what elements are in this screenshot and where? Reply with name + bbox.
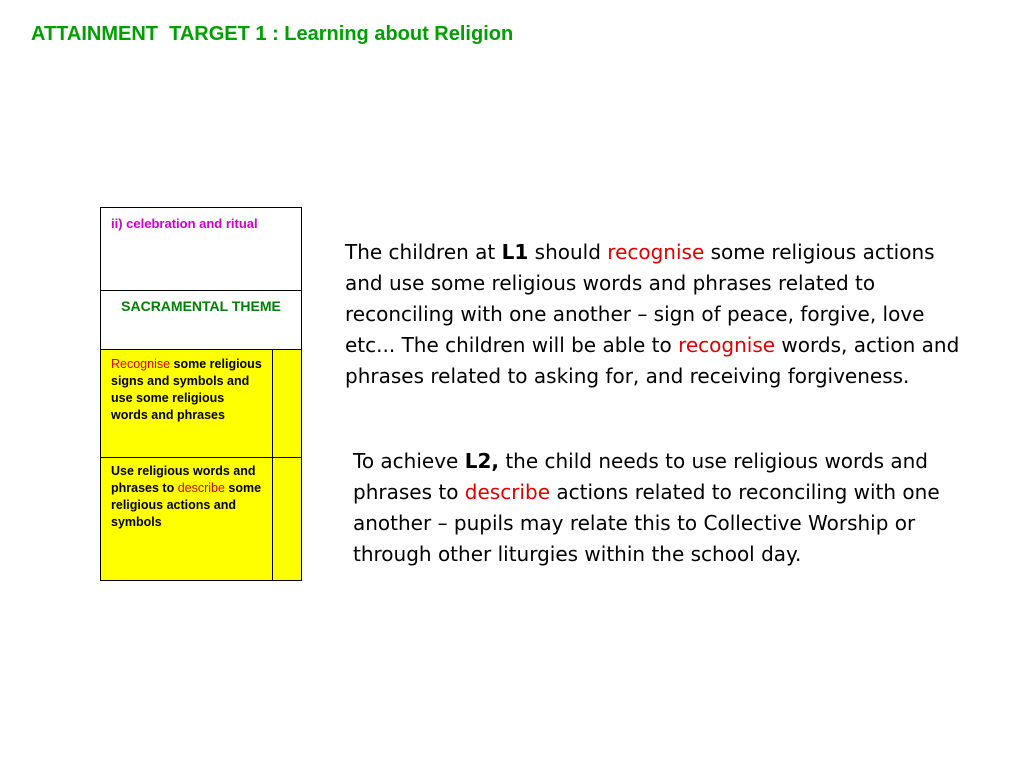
level1-cell — [101, 350, 273, 458]
table-row — [101, 208, 302, 291]
level2-side-cell — [273, 458, 302, 581]
para1-text: some religious actions and use some religious words and phrases related to reconciling with one another – sign of peace, forgive, love etc... The children will be able to — [345, 240, 935, 357]
para2-text: the child needs to use religious words and phrases to — [353, 449, 929, 504]
recognise-highlight: recognise — [678, 333, 776, 357]
level2-text-before: Use religious words and phrases to — [111, 464, 256, 495]
para1-text: should — [528, 240, 608, 264]
level2-paragraph — [353, 446, 973, 570]
level1-text: some religious signs and symbols and use some religious words and phrases — [111, 357, 262, 422]
table-row — [101, 291, 302, 350]
level1-side-cell — [273, 350, 302, 458]
celebration-ritual-heading: ii) celebration and ritual — [101, 208, 302, 291]
level2-cell — [101, 458, 273, 581]
level2-text-after: some religious actions and symbols — [111, 481, 262, 529]
page-title: ATTAINMENT TARGET 1 : Learning about Religion — [31, 23, 514, 45]
para1-text: words, action and phrases related to asking for, and receiving forgiveness. — [345, 333, 960, 388]
level2-bold: L2, — [464, 449, 499, 473]
recognise-highlight: recognise — [607, 240, 705, 264]
table-row — [101, 458, 302, 581]
para1-text: The children at — [345, 240, 502, 264]
describe-highlight: describe — [464, 480, 550, 504]
para2-text: To achieve — [353, 449, 465, 473]
level1-bold: L1 — [501, 240, 529, 264]
level1-paragraph — [345, 237, 965, 392]
recognise-highlight: Recognise — [111, 357, 171, 371]
describe-highlight: describe — [177, 481, 225, 495]
sacramental-theme-label: SACRAMENTAL THEME — [101, 291, 302, 350]
attainment-table — [100, 207, 302, 581]
para2-text: actions related to reconciling with one another – pupils may relate this to Collective Worship or through other liturgies within the school day. — [353, 480, 940, 566]
table-row — [101, 350, 302, 458]
